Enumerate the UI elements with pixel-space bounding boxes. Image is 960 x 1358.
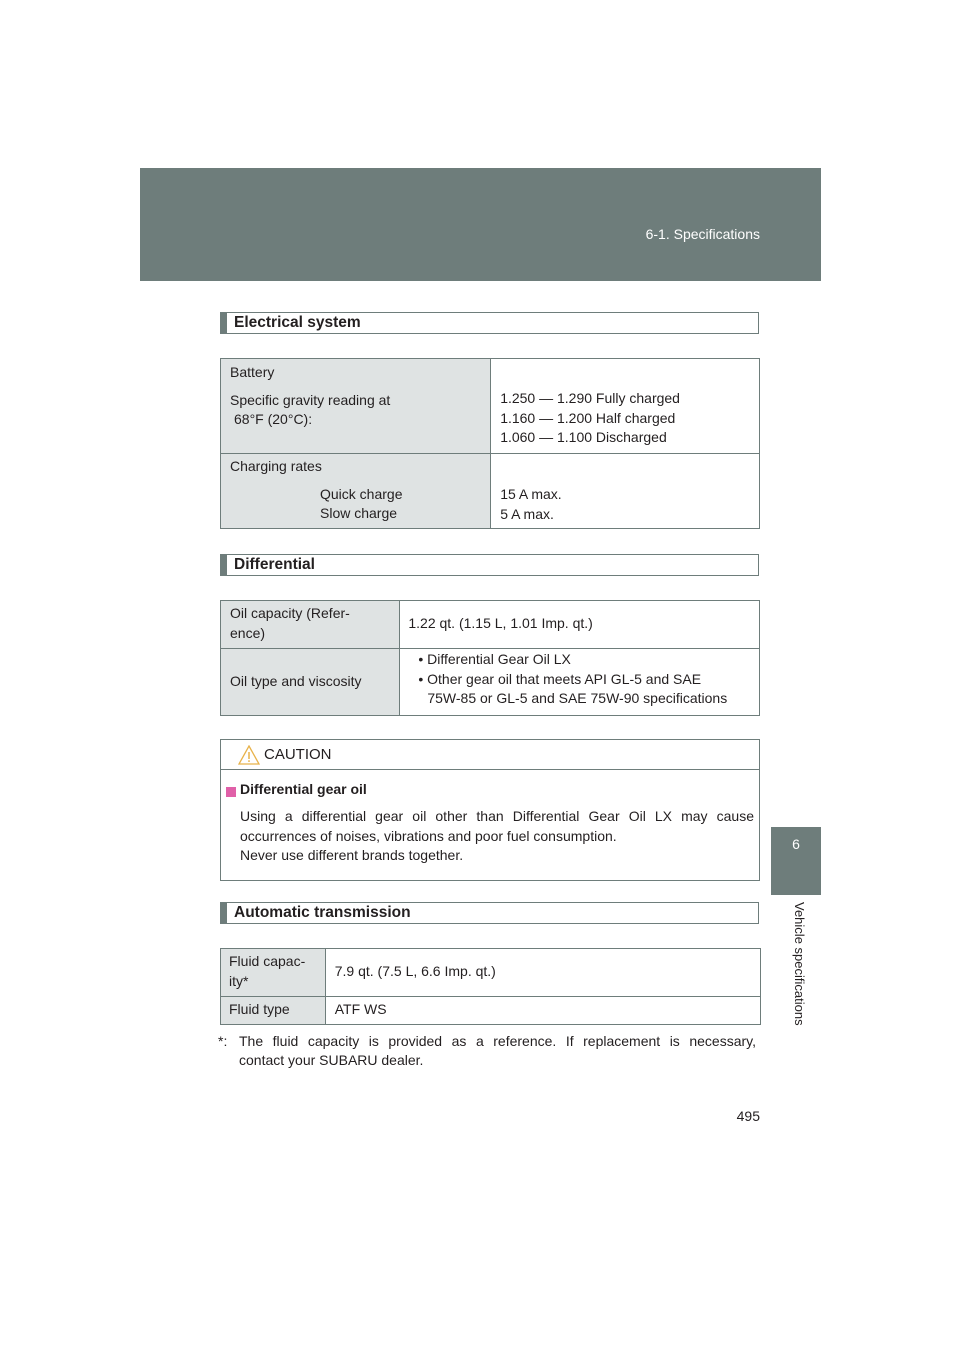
section-breadcrumb: 6-1. Specifications (645, 226, 760, 242)
table-row (221, 997, 761, 1025)
fluid-capacity-value-cell: 7.9 qt. (7.5 L, 6.6 Imp. qt.) (325, 949, 760, 997)
electrical-table (220, 358, 760, 529)
table-row (221, 649, 760, 716)
caution-item-bullet (226, 784, 236, 800)
fluid-type-value-cell: ATF WS (325, 997, 760, 1025)
oil-capacity-value-cell: 1.22 qt. (1.15 L, 1.01 Imp. qt.) (400, 601, 760, 649)
table-row (221, 949, 761, 997)
oil-capacity-label-cell: Oil capacity (Refer- ence) (221, 601, 400, 649)
footnote-line-2: contact your SUBARU dealer. (239, 1052, 424, 1068)
caution-box (220, 739, 760, 881)
footnote-line-1: The fluid capacity is provided as a reference. If replacement is necessary, (239, 1033, 756, 1049)
warning-triangle-icon (238, 745, 260, 765)
battery-label-cell: Battery Specific gravity reading at 68°F (20°C): (221, 359, 491, 454)
table-row (221, 601, 760, 649)
caution-text: Using a differential gear oil other than Differential Gear Oil LX may cause occurrences of noises, vibrations and poor fuel consumption. Never use different brands together. (240, 808, 754, 863)
caution-title: CAUTION (264, 746, 332, 763)
table-row (221, 454, 760, 529)
charging-label-cell: Charging rates Quick charge Slow charge (221, 454, 491, 529)
differential-heading: Differential (220, 554, 759, 576)
battery-value-cell: 1.250 — 1.290 Fully charged 1.160 — 1.200 Half charged 1.060 — 1.100 Discharged (491, 359, 760, 454)
chapter-tab (771, 827, 821, 895)
page-header-band (140, 168, 821, 281)
charging-value-cell: 15 A max. 5 A max. (491, 454, 760, 529)
footnote-marker: *: (218, 1033, 228, 1049)
fluid-capacity-label-cell: Fluid capac- ity* (221, 949, 326, 997)
differential-table (220, 600, 760, 716)
page-number: 495 (736, 1108, 760, 1124)
fluid-type-label-cell: Fluid type (221, 997, 326, 1025)
oil-type-value-cell: • Differential Gear Oil LX • Other gear oil that meets API GL-5 and SAE 75W-85 or GL-5 and SAE 75W-90 specifications (400, 649, 760, 716)
caution-header (221, 740, 759, 770)
oil-type-label-cell: Oil type and viscosity (221, 649, 400, 716)
transmission-heading: Automatic transmission (220, 902, 759, 924)
chapter-label: Vehicle specifications (792, 902, 807, 1026)
caution-item-title: Differential gear oil (240, 781, 367, 797)
table-row (221, 359, 760, 454)
electrical-heading: Electrical system (220, 312, 759, 334)
transmission-table (220, 948, 761, 1025)
chapter-number: 6 (792, 836, 800, 852)
